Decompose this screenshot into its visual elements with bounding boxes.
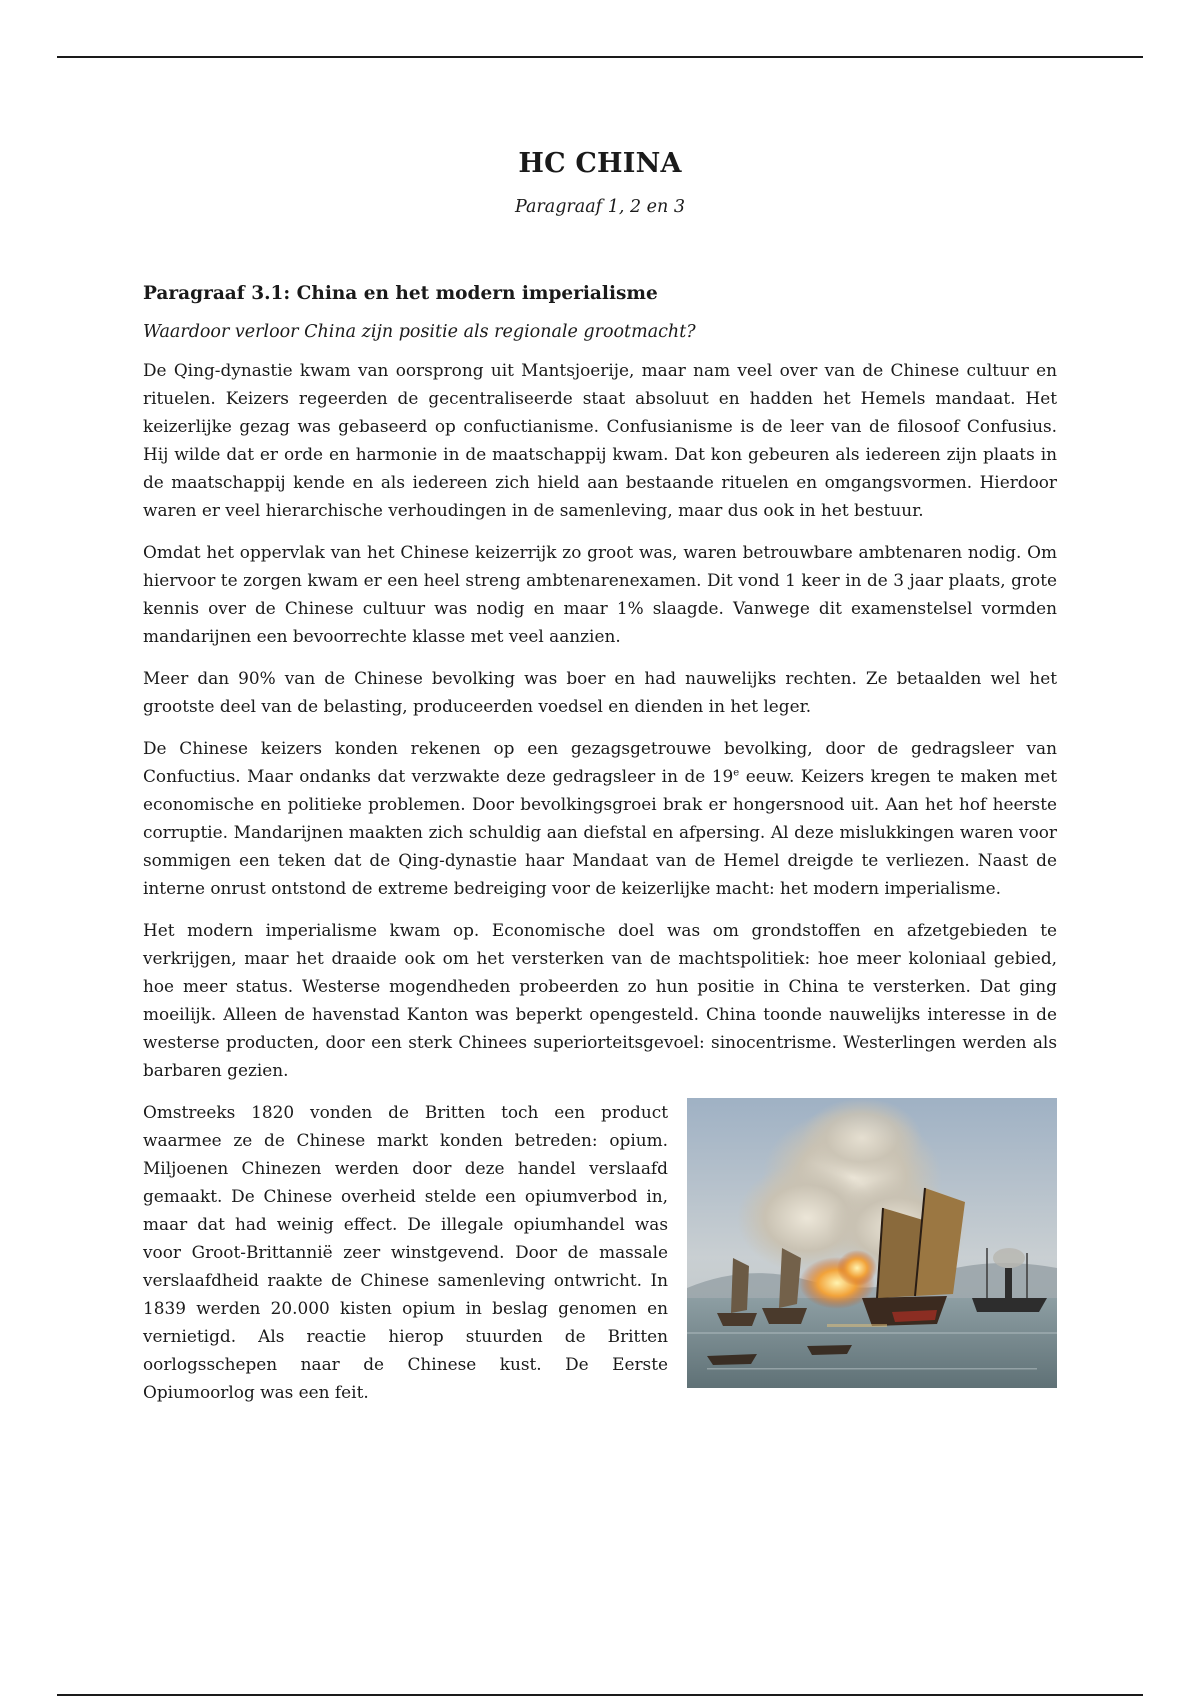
document-title: HC CHINA xyxy=(518,148,682,179)
opium-block xyxy=(143,1098,1057,1406)
paragraph-decline-text-b: eeuw. Keizers kregen te maken met economische en politieke problemen. Door bevolkingsgroei brak er hongersnood uit. Aan het hof heerste corruptie. Mandarijnen maakten zich schuldig aan diefstal en afpersing. Al deze mislukkingen waren voor sommigen een teken dat de Qing-dynastie haar Mandaat van de Hemel dreigde te verliezen. Naast de interne onrust ontstond de extreme bedreiging voor de keizerlijke macht: het modern imperialisme. xyxy=(143,766,1057,898)
paragraph-opium: Omstreeks 1820 vonden de Britten toch een product waarmee ze de Chinese markt konden betreden: opium. Miljoenen Chinezen werden door deze handel verslaafd gemaakt. De Chinese overheid stelde een opiumverbod in, maar dat had weinig effect. De illegale opiumhandel was voor Groot-Brittannië zeer winstgevend. Door de massale verslaafdheid raakte de Chinese samenleving ontwricht. In 1839 werden 20.000 kisten opium in beslag genomen en vernietigd. Als reactie hierop stuurden de Britten oorlogsschepen naar de Chinese kust. De Eerste Opiumoorlog was een feit. xyxy=(143,1102,668,1402)
paragraph-imperialism: Het modern imperialisme kwam op. Economische doel was om grondstoffen en afzetgebieden te verkrijgen, maar het draaide ook om het versterken van de machtspolitiek: hoe meer koloniaal gebied, hoe meer status. Westerse mogendheden probeerden zo hun positie in China te versterken. Dat ging moeilijk. Alleen de havenstad Kanton was beperkt opengesteld. China toonde nauwelijks interesse in de westerse producten, door een sterk Chinees superiorteitsgevoel: sinocentrisme. Westerlingen werden als barbaren gezien. xyxy=(143,920,1057,1080)
header-rule xyxy=(57,56,1143,58)
paragraph-peasants: Meer dan 90% van de Chinese bevolking was boer en had nauwelijks rechten. Ze betaalden wel het grootste deel van de belasting, produceerden voedsel en dienden in het leger. xyxy=(143,668,1057,716)
footer-rule xyxy=(57,1694,1143,1696)
page-content xyxy=(143,140,1057,1406)
paragraph-decline xyxy=(143,734,1057,902)
paragraph-qing-dynasty: De Qing-dynastie kwam van oorsprong uit Mantsjoerije, maar nam veel over van de Chinese cultuur en rituelen. Keizers regeerden de gecentraliseerde staat absoluut en hadden het Hemels mandaat. Het keizerlijke gezag was gebaseerd op confuctianisme. Confusianisme is de leer van de filosoof Confusius. Hij wilde dat er orde en harmonie in de maatschappij kwam. Dat kon gebeuren als iedereen zijn plaats in de maatschappij kende en als iedereen zich hield aan bestaande rituelen en omgangsvormen. Hierdoor waren er veel hierarchische verhoudingen in de samenleving, maar dus ook in het bestuur. xyxy=(143,360,1057,520)
paragraph-civil-service-exam: Omdat het oppervlak van het Chinese keizerrijk zo groot was, waren betrouwbare ambtenaren nodig. Om hiervoor te zorgen kwam er een heel streng ambtenarenexamen. Dit vond 1 keer in de 3 jaar plaats, grote kennis over de Chinese cultuur was nodig en maar 1% slaagde. Vanwege dit examenstelsel vormden mandarijnen een bevoorrechte klasse met veel aanzien. xyxy=(143,542,1057,646)
document-subtitle: Paragraaf 1, 2 en 3 xyxy=(515,197,685,217)
section-question: Waardoor verloor China zijn positie als regionale grootmacht? xyxy=(143,322,696,342)
paragraph-decline-text-a: De Chinese keizers konden rekenen op een gezagsgetrouwe bevolking, door de gedragsleer van Confuctius. Maar ondanks dat verzwakte deze gedragsleer in de 19 xyxy=(143,738,1057,786)
naval-battle-painting-icon xyxy=(687,1098,1057,1388)
section-heading: Paragraaf 3.1: China en het modern imperialisme xyxy=(143,283,658,304)
century-superscript: e xyxy=(733,767,740,779)
